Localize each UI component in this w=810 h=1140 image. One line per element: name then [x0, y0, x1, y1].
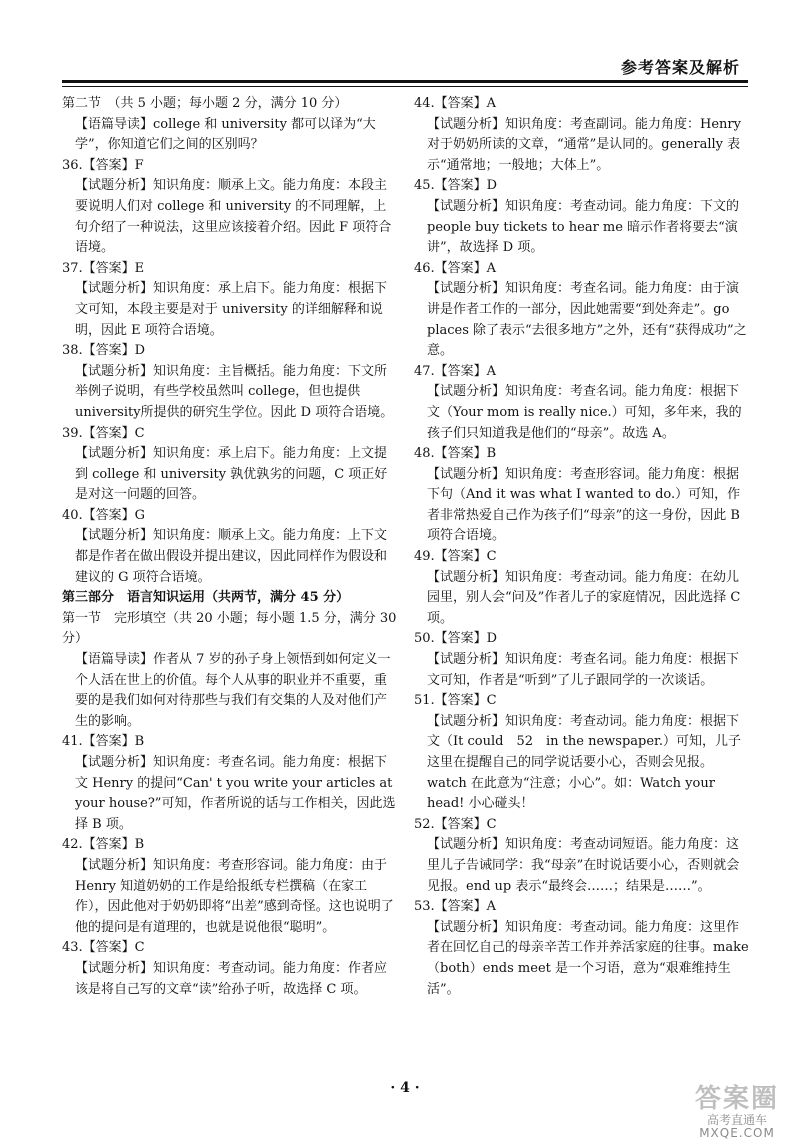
answer-53: 53.【答案】A — [414, 899, 497, 915]
header-rule-thin — [62, 86, 748, 87]
analysis-43: 【试题分析】知识角度：考查动词。能力角度：作者应该是将自己写的文章“读”给孙子听，故选择 C 项。 — [75, 960, 388, 997]
answer-52: 52.【答案】C — [414, 816, 497, 832]
header-rule-thick — [62, 80, 748, 83]
watermark-logo — [682, 1084, 792, 1140]
page-number: · 4 · — [390, 1080, 420, 1096]
cloze-heading: 第一节 完形填空（共 20 小题；每小题 1.5 分，满分 30 分） — [62, 610, 397, 647]
answer-42: 42.【答案】B — [62, 837, 145, 853]
analysis-49: 【试题分析】知识角度：考查动词。能力角度：在幼儿园里，别人会“问及”作者儿子的家庭情况，因此选择 C 项。 — [427, 569, 741, 626]
part-three-heading: 第三部分 语言知识运用（共两节，满分 45 分） — [62, 590, 350, 606]
right-column — [414, 94, 750, 1000]
analysis-51: 【试题分析】知识角度：考查动词。能力角度：根据下文（It could 52 in the newspaper.）可知，儿子这里在提醒自己的同学说话要小心，否则会见报。watch 在此意为“注意；小心”。如：Watch your head! 小心碰头！ — [427, 713, 741, 812]
analysis-45: 【试题分析】知识角度：考查动词。能力角度：下文的 people buy tickets to hear me 暗示作者将要去“演讲”，故选择 D 项。 — [427, 198, 740, 256]
answer-50: 50.【答案】D — [414, 631, 498, 647]
cloze-intro: 【语篇导读】作者从 7 岁的孙子身上领悟到如何定义一个人活在世上的价值。每个人从事的职业并不重要，重要的是我们如何对待那些与我们有交集的人及对他们产生的影响。 — [75, 652, 391, 729]
analysis-47: 【试题分析】知识角度：考查名词。能力角度：根据下文（Your mom is really nice.）可知，多年来，我的孩子们只知道我是他们的“母亲”。故选 A。 — [427, 384, 742, 441]
left-column — [62, 94, 398, 1000]
header-title: 参考答案及解析 — [620, 58, 740, 77]
analysis-44: 【试题分析】知识角度：考查副词。能力角度：Henry 对于奶奶所读的文章，“通常”是认同的。generally 表示“通常地；一般地；大体上”。 — [427, 116, 741, 173]
passage-intro: 【语篇导读】college 和 university 都可以译为“大学”，你知道它们之间的区别吗？ — [75, 116, 376, 153]
answer-48: 48.【答案】B — [414, 446, 497, 462]
answer-45: 45.【答案】D — [414, 178, 498, 194]
watermark-subtitle: 高考直通车 — [706, 1113, 767, 1127]
answer-37: 37.【答案】E — [62, 260, 145, 276]
analysis-46: 【试题分析】知识角度：考查名词。能力角度：由于演讲是作者工作的一部分，因此她需要“到处奔走”。go places 除了表示“去很多地方”之外，还有“获得成功”之意。 — [427, 281, 747, 359]
analysis-50: 【试题分析】知识角度：考查名词。能力角度：根据下文可知，作者是“听到”了儿子跟同学的一次谈话。 — [427, 652, 740, 688]
analysis-53: 【试题分析】知识角度：考查动词。能力角度：这里作者在回忆自己的母亲辛苦工作并养活家庭的往事。make（both）ends meet 是一个习语，意为“艰难维持生活”。 — [427, 919, 749, 997]
answer-36: 36.【答案】F — [62, 157, 144, 173]
section-heading: 第二节 （共 5 小题；每小题 2 分，满分 10 分） — [62, 96, 348, 111]
answer-43: 43.【答案】C — [62, 940, 145, 956]
analysis-36: 【试题分析】知识角度：顺承上文。能力角度：本段主要说明人们对 college 和 university 的不同理解，上句介绍了一种说法，这里应该接着介绍。因此 F 项符合语境。 — [75, 178, 392, 256]
watermark-url: MXQE.COM — [699, 1126, 775, 1140]
analysis-42: 【试题分析】知识角度：考查形容词。能力角度：由于 Henry 知道奶奶的工作是给报纸专栏撰稿（在家工作），因此他对于奶奶即将“出差”感到奇怪。这也说明了他的提问是有道理的，也就是说他很“聪明”。 — [75, 857, 394, 935]
answer-46: 46.【答案】A — [414, 260, 497, 276]
answer-51: 51.【答案】C — [414, 693, 497, 709]
answer-38: 38.【答案】D — [62, 343, 146, 359]
answer-47: 47.【答案】A — [414, 363, 497, 379]
analysis-37: 【试题分析】知识角度：承上启下。能力角度：根据下文可知，本段主要是对于 university 的详细解释和说明，因此 E 项符合语境。 — [75, 281, 388, 338]
answer-44: 44.【答案】A — [414, 96, 497, 111]
analysis-40: 【试题分析】知识角度：顺承上文。能力角度：上下文都是作者在做出假设并提出建议，因此同样作为假设和建议的 G 项符合语境。 — [75, 528, 388, 585]
answer-39: 39.【答案】C — [62, 425, 145, 441]
watermark-brand: 答案圈 — [694, 1084, 779, 1114]
answer-49: 49.【答案】C — [414, 549, 497, 565]
analysis-38: 【试题分析】知识角度：主旨概括。能力角度：下文所举例子说明，有些学校虽然叫 college，但也提供 university所提供的研究生学位。因此 D 项符合语境。 — [75, 363, 394, 420]
answer-41: 41.【答案】B — [62, 734, 145, 750]
analysis-52: 【试题分析】知识角度：考查动词短语。能力角度：这里儿子告诫同学：我“母亲”在时说话要小心，否则就会见报。end up 表示“最终会……；结果是……”。 — [427, 837, 740, 894]
answer-40: 40.【答案】G — [62, 507, 146, 523]
analysis-41: 【试题分析】知识角度：考查名词。能力角度：根据下文 Henry 的提问“Can' t you write your articles at your house?”可知，作者所说的话与工作相关，因此选择 B 项。 — [75, 755, 396, 832]
analysis-48: 【试题分析】知识角度：考查形容词。能力角度：根据下句（And it was what I wanted to do.）可知，作者非常热爱自己作为孩子们“母亲”的这一身份，因此 B 项符合语境。 — [427, 466, 741, 544]
analysis-39: 【试题分析】知识角度：承上启下。能力角度：上文提到 college 和 university 孰优孰劣的问题，C 项正好是对这一问题的回答。 — [75, 446, 388, 503]
